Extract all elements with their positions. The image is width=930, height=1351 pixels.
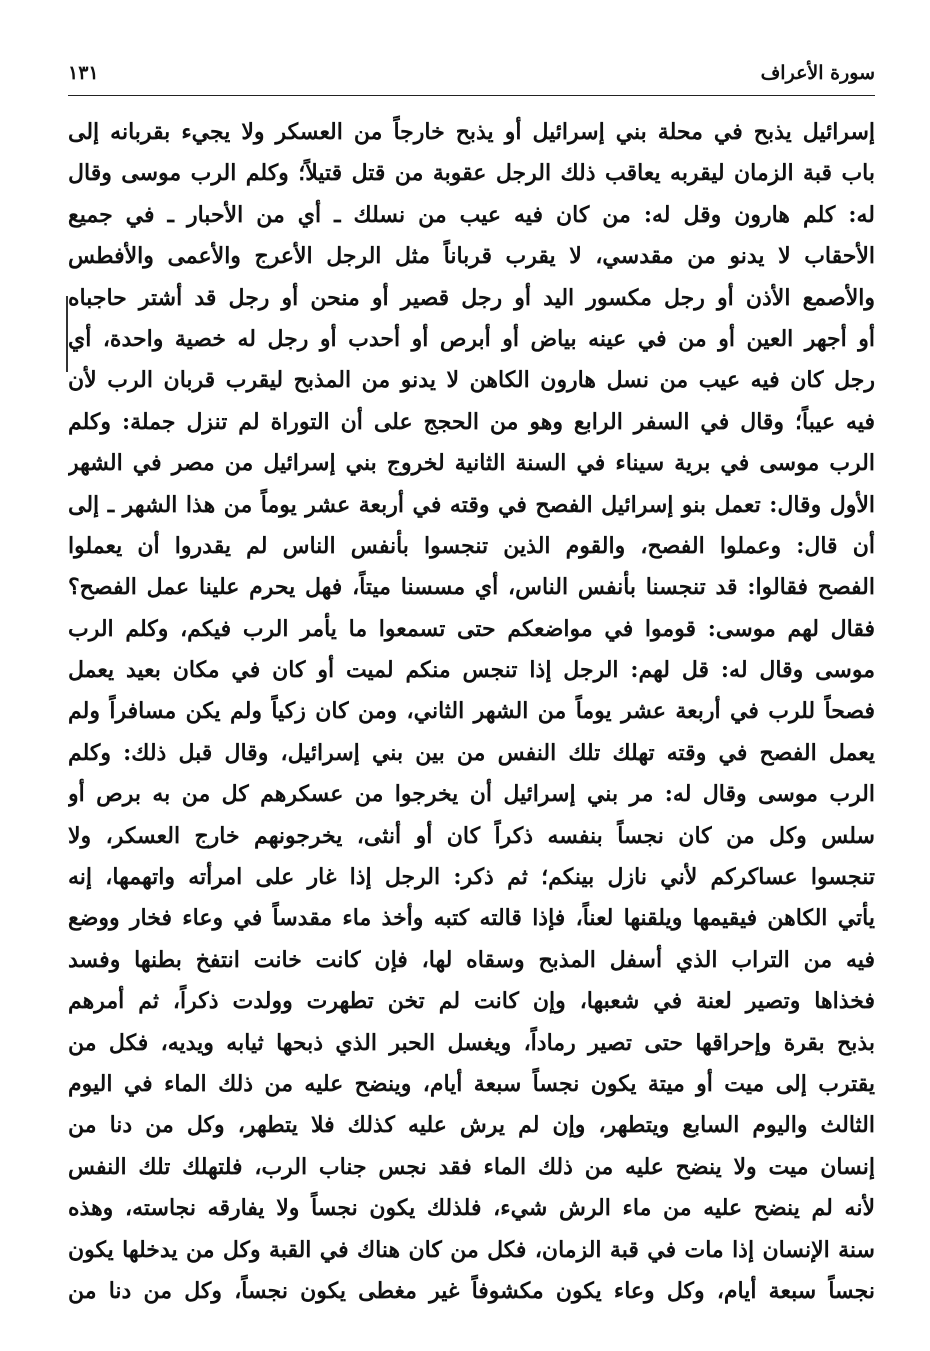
running-header <box>68 58 875 94</box>
chapter-title: سورة الأعراف <box>760 62 875 84</box>
text-line: أن قال: وعملوا الفصح، والقوم الذين تنجسوا بأنفس الناس لم يقدروا أن يعملوا <box>68 532 875 559</box>
text-line: فيه عيباً؛ وقال في السفر الرابع وهو من الحجج على أن التوراة لم تنزل جملة: وكلم <box>68 408 875 435</box>
text-line: تنجسوا عساكركم لأني نازل بينكم؛ ثم ذكر: الرجل إذا غار على امرأته واتهمها، إنه <box>68 864 875 891</box>
text-line: الفصح فقالوا: قد تنجسنا بأنفس الناس، أي مسسنا ميتاً، فهل يحرم علينا عمل الفصح؟ <box>68 574 875 601</box>
text-line: سلس وكل من كان نجساً بنفسه ذكراً كان أو أنثى، يخرجونهم خارج العسكر، ولا <box>68 822 875 849</box>
text-line: الثالث واليوم السابع ويتطهر، وإن لم يرش عليه كذلك فلا يتطهر، وكل من دنا من <box>68 1112 875 1139</box>
text-line: فخذاها وتصير لعنة في شعبها، وإن كانت لم تخن تطهرت وولدت ذكراً، ثم أمرهم <box>68 988 875 1015</box>
text-line: لأنه لم ينضح عليه من ماء الرش شيء، فلذلك يكون نجساً ولا يفارقه نجاسته، وهذه <box>68 1195 875 1222</box>
text-line: نجساً سبعة أيام، وكل وعاء يكون مكشوفاً غير مغطى يكون نجساً، وكل من دنا من <box>68 1277 875 1304</box>
text-line: موسى وقال له: قل لهم: الرجل إذا تنجس منكم لميت أو كان في مكان بعيد يعمل <box>68 657 875 684</box>
text-line: إنسان ميت ولا ينضح عليه من ذلك الماء فقد نجس جناب الرب، فلتهلك تلك النفس <box>68 1153 875 1180</box>
text-line: سنة الإنسان إذا مات في قبة الزمان، فكل من كان هناك في القبة وكل من يدخلها يكون <box>68 1236 875 1263</box>
text-line: أو أجهر العين أو من في عينه بياض أو أبرص أو أحدب أو رجل له خصية واحدة، أي <box>68 325 875 352</box>
text-line: الرب موسى وقال له: مر بني إسرائيل أن يخرجوا من عسكرهم كل من به برص أو <box>68 781 875 808</box>
page-number: ١٣١ <box>68 62 99 84</box>
text-line: له: كلم هارون وقل له: من كان فيه عيب من نسلك ـ أي من الأحبار ـ في جميع <box>68 201 875 228</box>
text-line: رجل كان فيه عيب من نسل هارون الكاهن لا يدنو من المذبح ليقرب قربان الرب لأن <box>68 367 875 394</box>
text-line: فصحاً للرب في أربعة عشر يوماً من الشهر الثاني، ومن كان زكياً ولم يكن مسافراً ولم <box>68 698 875 725</box>
text-line: فقال لهم موسى: قوموا في مواضعكم حتى تسمعوا ما يأمر الرب فيكم، وكلم الرب <box>68 615 875 642</box>
text-line: الرب موسى في برية سيناء في السنة الثانية لخروج بني إسرائيل من مصر في الشهر <box>68 450 875 477</box>
text-line: الأحقاب لا يدنو من مقدسي، لا يقرب قرباناً مثل الرجل الأعرج والأعمى والأفطس <box>68 243 875 270</box>
header-rule <box>68 95 875 96</box>
text-line: فيه من التراب الذي أسفل المذبح وسقاه لها، فإن كانت خانت انتفخ بطنها وفسد <box>68 946 875 973</box>
text-line: الأول وقال: تعمل بنو إسرائيل الفصح في وقته في أربعة عشر يوماً من هذا الشهر ـ إلى <box>68 491 875 518</box>
text-line: بذبح بقرة وإحراقها حتى تصير رماداً، ويغسل الحبر الذي ذبحها ثيابه ويديه، فكل من <box>68 1029 875 1056</box>
page-body <box>68 112 875 1312</box>
text-line: باب قبة الزمان ليقربه يعاقب ذلك الرجل عقوبة من قتل قتيلاً؛ وكلم الرب موسى وقال <box>68 160 875 187</box>
text-line: يعمل الفصح في وقته تهلك تلك النفس من بين بني إسرائيل، وقال قبل ذلك: وكلم <box>68 739 875 766</box>
text-line: إسرائيل يذبح في محلة بني إسرائيل أو يذبح خارجاً من العسكر ولا يجيء بقربانه إلى <box>68 119 875 145</box>
text-line: يقترب إلى ميت أو ميتة يكون نجساً سبعة أيام، وينضح عليه من ذلك الماء في اليوم <box>68 1070 875 1097</box>
text-line: والأصمع الأذن أو رجل مكسور اليد أو رجل قصير أو منحن أو رجل قد أشتر حاجباه <box>68 284 875 311</box>
text-line: يأتي الكاهن فيقيمها ويلقنها لعناً، فإذا قالته كتبه وأخذ ماء مقدساً في وعاء فخار ووضع <box>68 905 875 932</box>
